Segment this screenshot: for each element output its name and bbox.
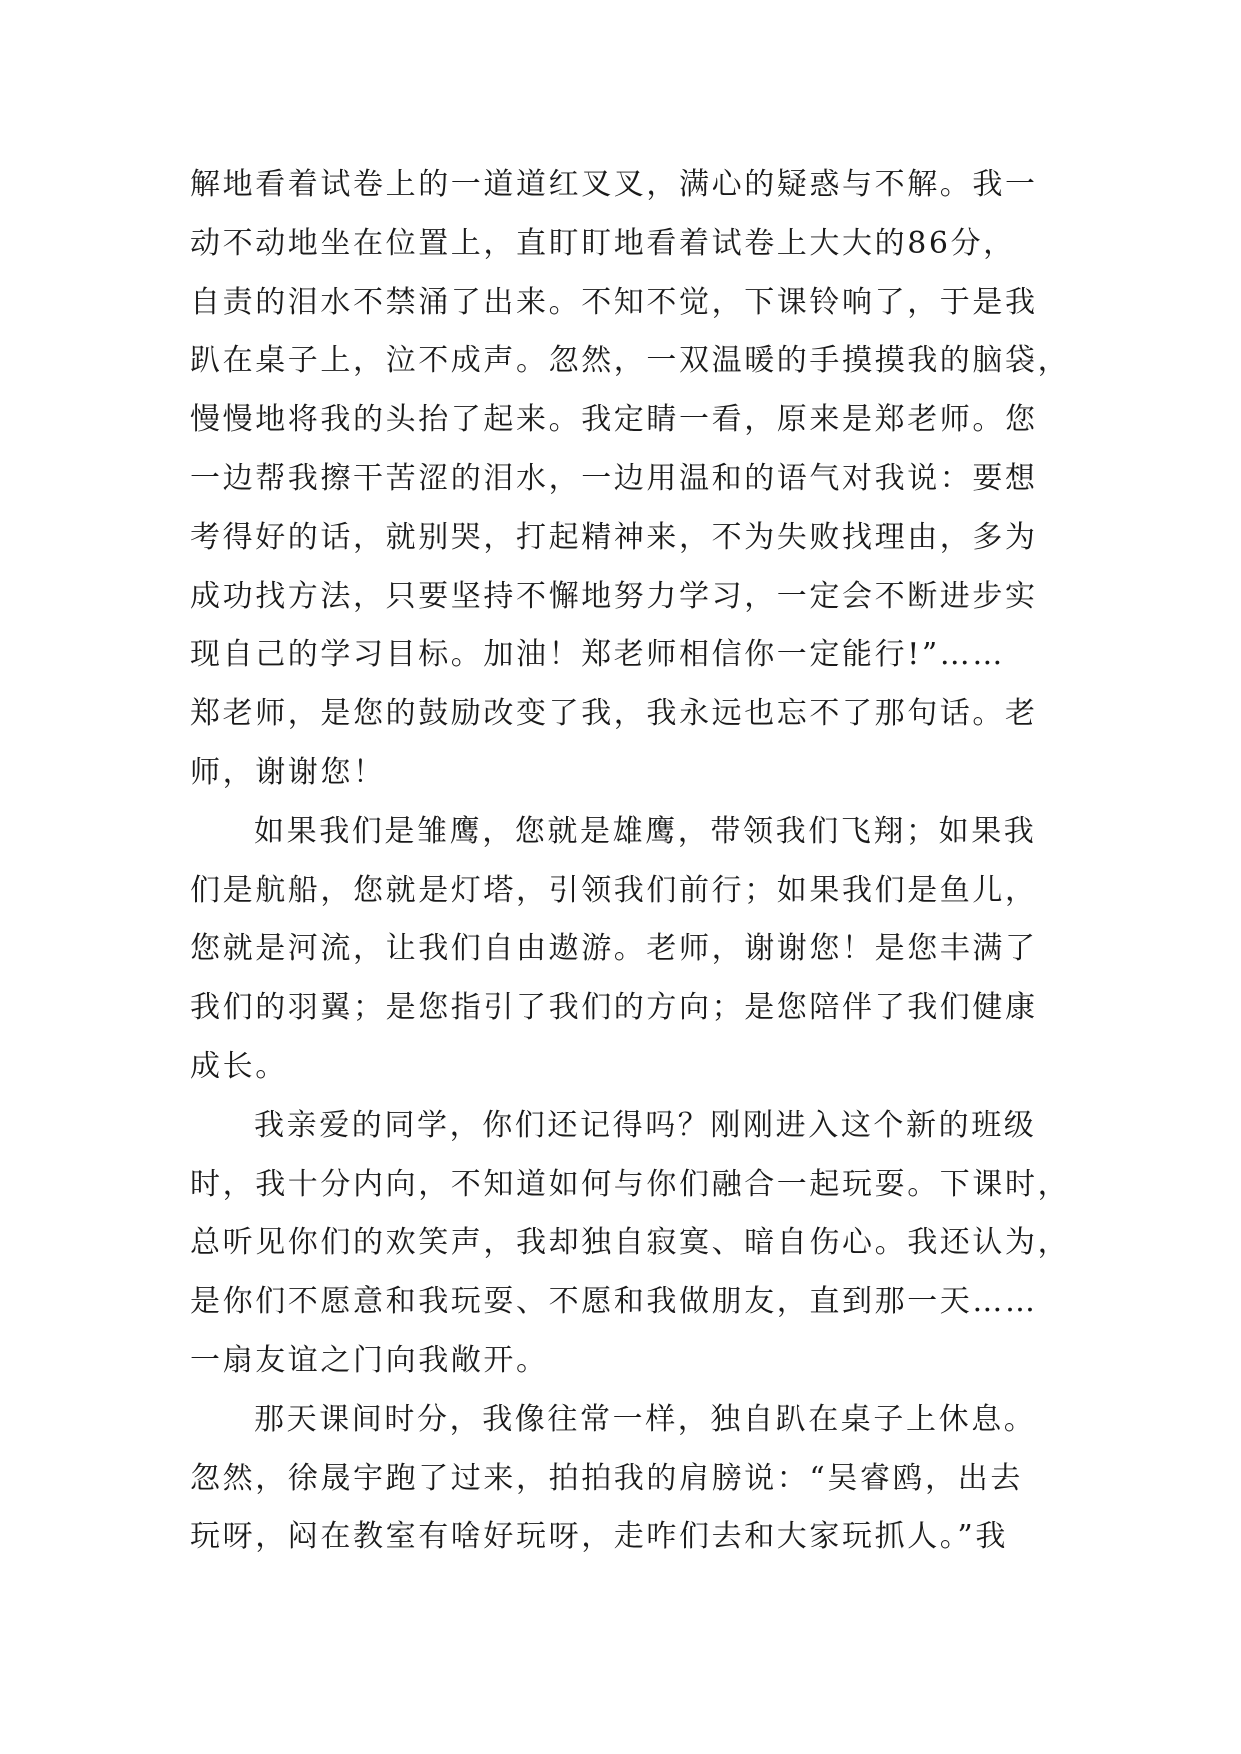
text-line: 一边帮我擦干苦涩的泪水，一边用温和的语气对我说：要想 [190,460,1038,496]
text-line: 我们的羽翼；是您指引了我们的方向；是您陪伴了我们健康 [190,990,1038,1026]
text-line: 忽然，徐晟宇跑了过来，拍拍我的肩膀说：“吴睿鸥，出去 [190,1460,1023,1496]
text-line: 成功找方法，只要坚持不懈地努力学习，一定会不断进步实 [190,578,1038,614]
text-line: 一扇友谊之门向我敞开。 [190,1342,549,1378]
text-line: 动不动地坐在位置上，直盯盯地看着试卷上大大的86分， [190,225,1016,261]
text-line: 时，我十分内向，不知道如何与你们融合一起玩耍。下课时， [190,1166,1071,1202]
text-line: 们是航船，您就是灯塔，引领我们前行；如果我们是鱼儿， [190,872,1038,908]
text-line: 考得好的话，就别哭，打起精神来，不为失败找理由，多为 [190,519,1038,555]
text-line: 您就是河流，让我们自由遨游。老师，谢谢您！是您丰满了 [190,931,1038,967]
text-line: 是你们不愿意和我玩耍、不愿和我做朋友，直到那一天…… [190,1284,1038,1320]
text-line: 自责的泪水不禁涌了出来。不知不觉，下课铃响了，于是我 [190,284,1038,320]
text-line: 慢慢地将我的头抬了起来。我定睛一看，原来是郑老师。您 [190,402,1038,438]
text-line: 总听见你们的欢笑声，我却独自寂寞、暗自伤心。我还认为， [190,1225,1071,1261]
text-line: 解地看着试卷上的一道道红叉叉，满心的疑惑与不解。我一 [190,167,1038,202]
text-line: 玩呀，闷在教室有啥好玩呀，走咋们去和大家玩抓人。”我 [190,1519,1008,1555]
paragraph-start-line: 如果我们是雏鹰，您就是雄鹰，带领我们飞翔；如果我 [254,813,1037,849]
text-line: 师，谢谢您！ [190,754,386,790]
text-line: 成长。 [190,1048,288,1084]
paragraph-start-line: 我亲爱的同学，你们还记得吗？刚刚进入这个新的班级 [254,1107,1037,1143]
text-line: 趴在桌子上，泣不成声。忽然，一双温暖的手摸摸我的脑袋， [190,343,1071,379]
text-line: 郑老师，是您的鼓励改变了我，我永远也忘不了那句话。老 [190,696,1038,732]
text-line: 现自己的学习目标。加油！郑老师相信你一定能行!”…… [190,637,1005,673]
document-body [190,156,1070,1567]
paragraph-start-line: 那天课间时分，我像往常一样，独自趴在桌子上休息。 [254,1401,1037,1437]
